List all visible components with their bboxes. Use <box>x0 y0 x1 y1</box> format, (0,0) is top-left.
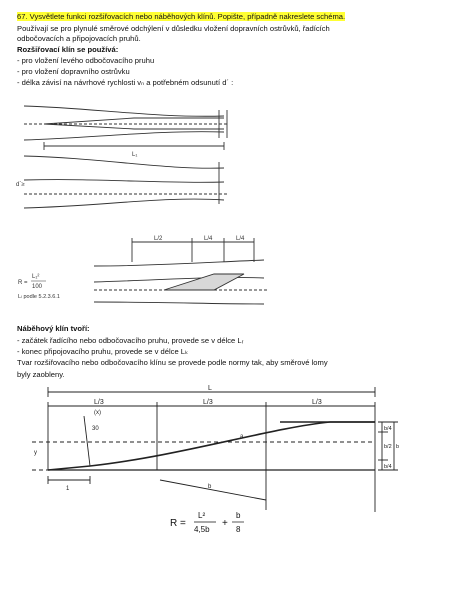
fig3-b4-bottom-label: b/4 <box>384 464 392 470</box>
intro-line-2: odbočovacích a připojovacích pruhů. <box>17 34 141 43</box>
formula-num2: b <box>236 511 241 520</box>
intro-line-1: Používají se pro plynulé směrové odchýlení v důsledku vložení dopravních ostrůvků, řadících <box>17 24 330 33</box>
fig3-b-total-label: b <box>396 444 400 450</box>
fig3-x-label: (x) <box>94 410 101 416</box>
formula-den2: 8 <box>236 525 241 534</box>
formula-plus: + <box>222 518 228 529</box>
fig1-length-label: L₁ <box>132 152 138 158</box>
question-heading <box>17 12 345 22</box>
fig3-third2-label: L/3 <box>203 399 213 406</box>
taper-item-3: Tvar rozšiřovacího nebo odbočovacího klínu se provede podle normy tak, aby směrové lomy <box>17 358 328 367</box>
fig1-lower-edge-bottom <box>24 199 224 208</box>
fig2-note: Lₗ podle 5.2.3.6.1 <box>18 294 60 300</box>
taper-heading: Náběhový klín tvoří: <box>17 324 90 333</box>
widening-item-3: - délka závisí na návrhové rychlosti vₙ a potřebném odsunutí d´ : <box>17 78 234 87</box>
fig1-offset-label: d´≥ <box>16 182 25 188</box>
question-text: 67. Vysvětlete funkci rozšiřovacích nebo náběhových klínů. Popište, případně nakreslete schéma. <box>17 12 346 21</box>
fig3-b2-label: b/2 <box>384 444 392 450</box>
fig2-wedge <box>164 274 244 290</box>
fig3-a-label: a <box>240 434 244 440</box>
taper-item-2: - konec připojovacího pruhu, provede se v délce Lₖ <box>17 347 189 356</box>
fig2-edge-top <box>94 260 264 266</box>
formula-num1: L² <box>198 511 206 520</box>
fig3-third3-label: L/3 <box>312 399 322 406</box>
widening-wedge-figure <box>14 96 250 230</box>
fig2-formula-lhs: R = <box>18 280 28 286</box>
fig3-y-label: y <box>34 450 37 456</box>
taper-radius-formula <box>170 504 260 540</box>
taper-item-1: - začátek řadícího nebo odbočovacího pruhu, provede se v délce Lᵣ <box>17 336 244 345</box>
fig3-one-label: 1 <box>66 486 70 492</box>
widening-item-2: - pro vložení dopravního ostrůvku <box>17 67 130 76</box>
fig2-formula-num: L₁² <box>32 274 40 280</box>
widening-heading: Rozšiřovací klín se používá: <box>17 45 119 54</box>
formula-lhs: R = <box>170 518 186 529</box>
fig2-seg3-label: L/4 <box>236 236 245 242</box>
formula-den1: 4,5b <box>194 525 210 534</box>
taper-item-4: byly zaobleny. <box>17 370 65 379</box>
fig1-edge-top <box>24 106 224 116</box>
fig3-b4-top-label: b/4 <box>384 426 392 432</box>
fig3-third1-label: L/3 <box>94 399 104 406</box>
fig3-total-label: L <box>208 385 212 392</box>
widening-item-1: - pro vložení levého odbočovacího pruhu <box>17 56 155 65</box>
fig2-formula-den: 100 <box>32 284 43 290</box>
fig3-b-label: b <box>208 484 212 490</box>
fig2-seg1-label: L/2 <box>154 236 163 242</box>
fig1-edge-bottom <box>24 132 224 140</box>
fig1-lower-edge-top <box>24 156 224 168</box>
widening-wedge-detail-figure <box>14 232 288 318</box>
fig3-thirty-label: 30 <box>92 426 99 432</box>
fig2-seg2-label: L/4 <box>204 236 213 242</box>
fig1-wedge-upper <box>44 118 224 124</box>
fig1-wedge-lower <box>44 124 224 129</box>
fig1-lower-edge-mid <box>24 180 224 183</box>
